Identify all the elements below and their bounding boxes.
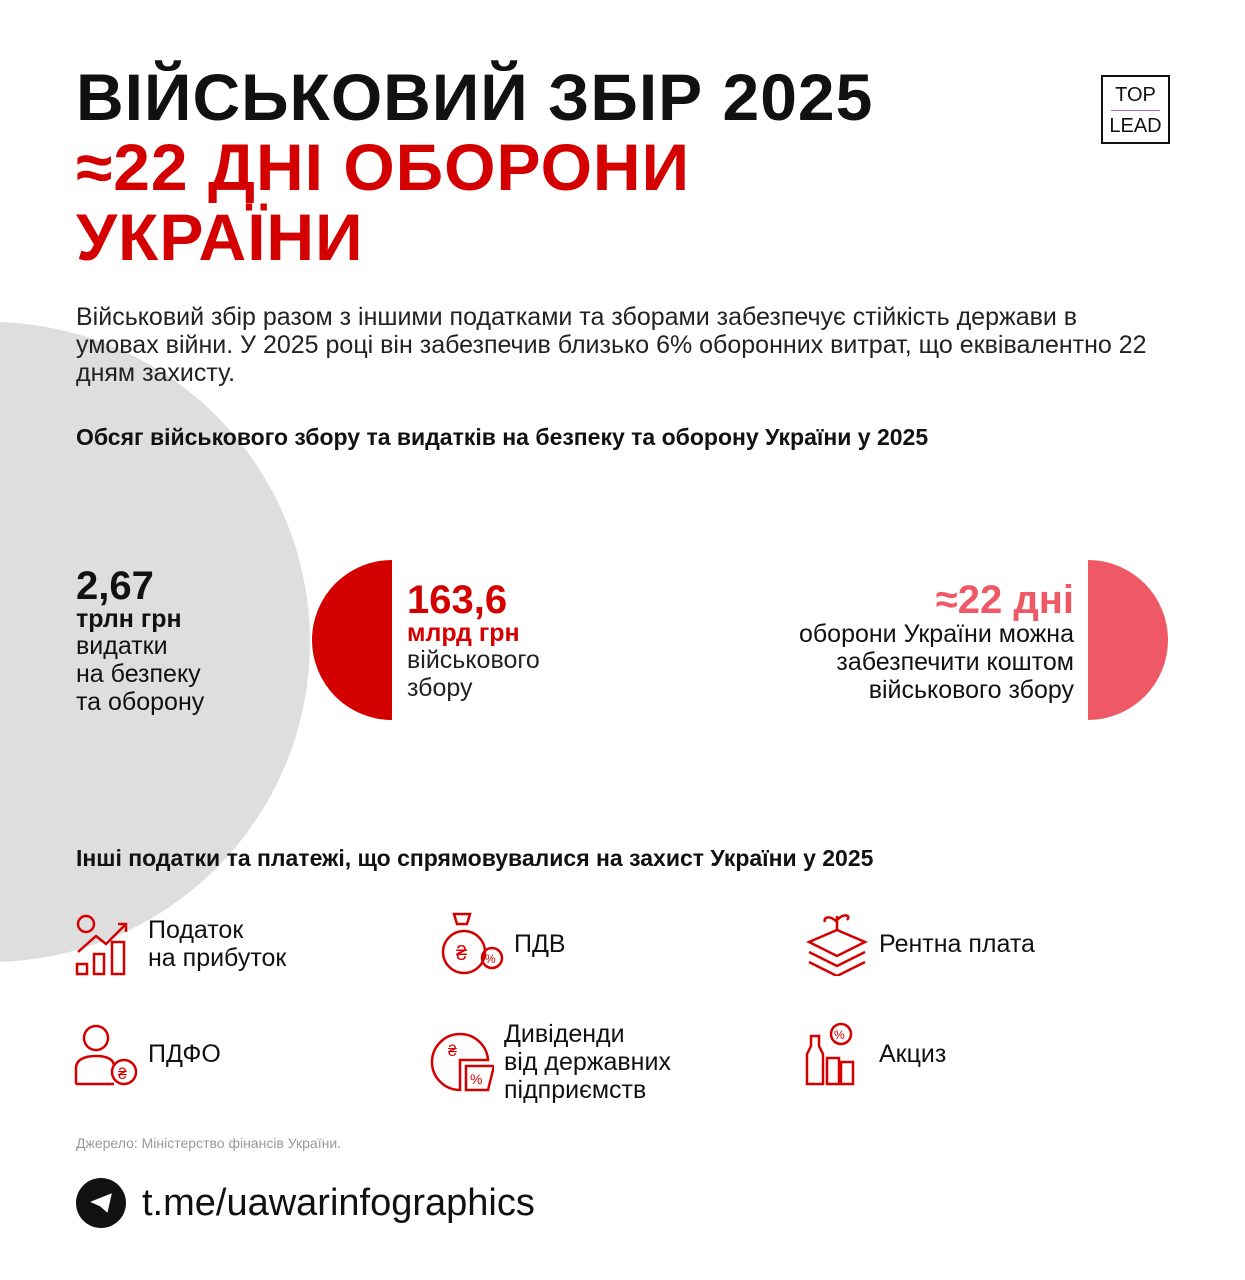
item-label: Податок	[148, 916, 244, 944]
svg-text:₴: ₴	[118, 1066, 127, 1083]
section-title-volume: Обсяг військового збору та видатків на безпеку та оборону України у 2025	[76, 424, 929, 450]
telegram-icon	[76, 1178, 126, 1228]
logo-top: TOP	[1115, 84, 1156, 106]
item-label: Акциз	[879, 1040, 947, 1068]
stat-value: 2,67	[76, 564, 154, 608]
source-note: Джерело: Міністерство фінансів України.	[76, 1135, 342, 1151]
svg-text:₴: ₴	[448, 1043, 457, 1060]
page-title	[76, 62, 1076, 272]
item-label: ПДФО	[148, 1040, 221, 1068]
stat-desc: забезпечити коштом	[836, 648, 1074, 676]
stat-defense-spending	[76, 566, 204, 716]
title-line-2: ≈22 ДНІ ОБОРОНИ	[76, 130, 691, 204]
svg-text:%: %	[485, 952, 496, 966]
title-line-1: ВІЙСЬКОВИЙ ЗБІР 2025	[76, 60, 874, 134]
svg-text:%: %	[470, 1071, 483, 1087]
stat-desc: військового збору	[868, 676, 1074, 704]
stat-value: ≈22 дні	[935, 578, 1074, 622]
tax-item-profit	[74, 912, 286, 976]
stat-unit: млрд грн	[407, 619, 520, 647]
section-title-other-taxes: Інші податки та платежі, що спрямовувалися на захист України у 2025	[76, 845, 874, 871]
half-circle-red	[312, 560, 392, 720]
stat-military-levy	[407, 580, 540, 702]
stat-desc: збору	[407, 674, 473, 702]
tax-item-pit	[74, 1022, 221, 1086]
item-label: від державних	[504, 1048, 671, 1076]
logo-bottom: LEAD	[1109, 115, 1162, 137]
tax-item-dividends	[430, 1020, 671, 1104]
toplead-logo	[1101, 75, 1170, 144]
item-label: підприємств	[504, 1076, 647, 1104]
item-label: Дивіденди	[504, 1020, 625, 1048]
telegram-url[interactable]: t.me/uawarinfographics	[142, 1181, 535, 1224]
telegram-link[interactable]	[76, 1178, 535, 1228]
item-label: Рентна плата	[879, 930, 1035, 958]
svg-text:₴: ₴	[456, 943, 468, 965]
land-plant-icon	[805, 912, 869, 976]
tax-item-vat	[440, 912, 566, 976]
title-line-3: УКРАЇНИ	[76, 200, 364, 274]
profit-growth-icon	[74, 912, 138, 976]
tax-item-rent	[805, 912, 1035, 976]
person-money-icon	[74, 1022, 138, 1086]
bottles-percent-icon	[805, 1022, 869, 1086]
money-bag-percent-icon	[440, 912, 504, 976]
svg-text:%: %	[834, 1028, 845, 1042]
stat-desc: видатки	[76, 632, 168, 660]
stat-desc: на безпеку	[76, 660, 201, 688]
stat-desc: оборони України можна	[798, 620, 1074, 648]
stat-desc: та оборону	[76, 688, 205, 716]
item-label: ПДВ	[514, 930, 566, 958]
stat-desc: військового	[407, 646, 540, 674]
item-label: на прибуток	[148, 944, 287, 972]
stat-defense-days	[799, 580, 1074, 704]
pie-percent-icon	[430, 1030, 494, 1094]
stat-value: 163,6	[407, 578, 508, 622]
half-circle-pink	[1088, 560, 1168, 720]
tax-item-excise	[805, 1022, 946, 1086]
intro-text: Військовий збір разом з іншими податками та зборами забезпечує стійкість держави в умовах війни. У 2025 році він забезпечив близько 6% оборонних витрат, що еквівалентно 22 дням захисту.	[76, 303, 1147, 387]
stat-unit: трлн грн	[76, 605, 182, 633]
